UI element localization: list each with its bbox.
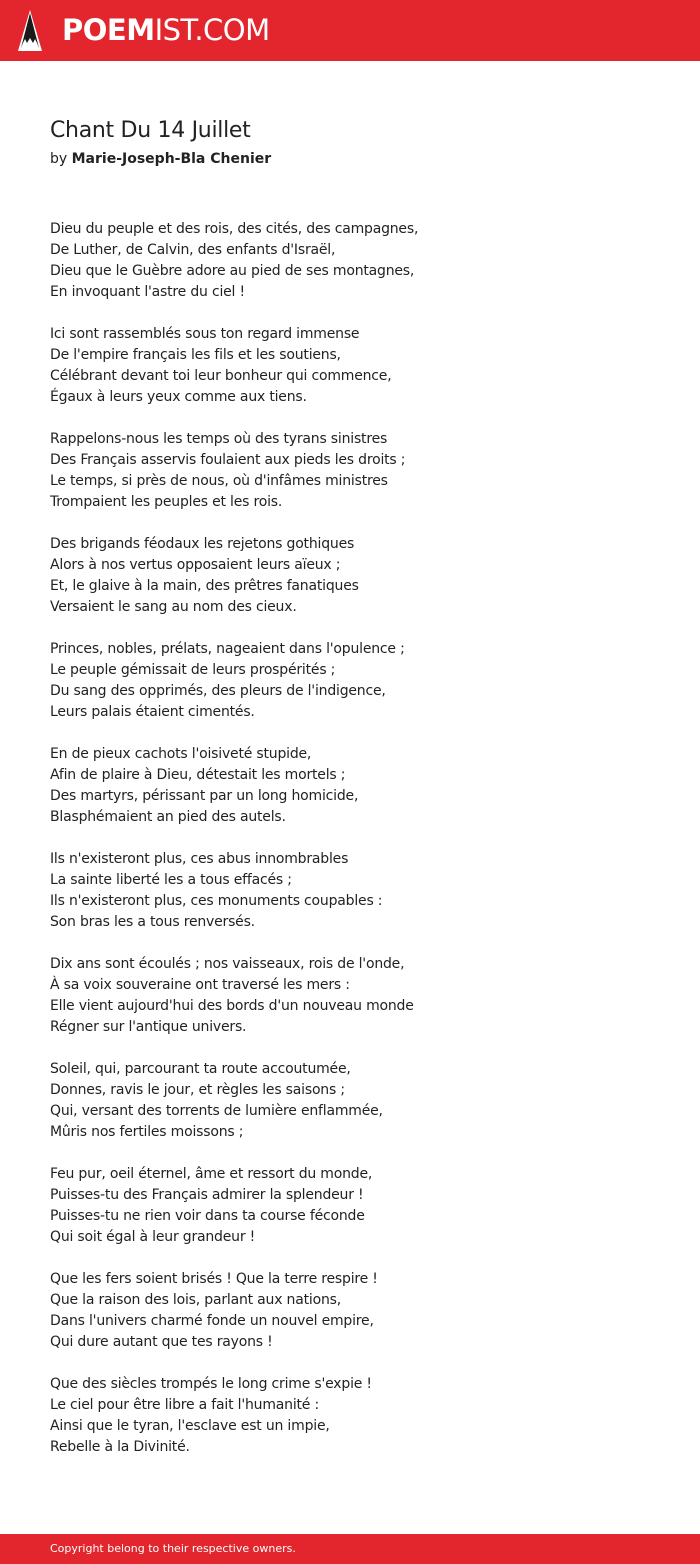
poem-line: Le ciel pour être libre a fait l'humanité : [50,1397,319,1413]
poem-line: Du sang des opprimés, des pleurs de l'indigence, [50,683,386,699]
poem-line: Rappelons-nous les temps où des tyrans sinistres [50,431,388,447]
poem-body [50,219,650,1479]
site-footer [0,1534,700,1564]
poem-line: Mûris nos fertiles moissons ; [50,1124,244,1140]
poem-line: Puisses-tu des Français admirer la splendeur ! [50,1187,364,1203]
poem-line: Que les fers soient brisés ! Que la terre respire ! [50,1271,378,1287]
stanza [50,639,650,723]
poem-line: Dans l'univers charmé fonde un nouvel empire, [50,1313,374,1329]
stanza [50,219,650,303]
poem-line: Feu pur, oeil éternel, âme et ressort du monde, [50,1166,373,1182]
poem-line: Dix ans sont écoulés ; nos vaisseaux, rois de l'onde, [50,956,405,972]
pencil-tip-icon[interactable] [17,9,43,52]
poem-line: Princes, nobles, prélats, nageaient dans l'opulence ; [50,641,405,657]
logo-text-bold: POEM [62,13,155,47]
poem-line: Qui, versant des torrents de lumière enflammée, [50,1103,383,1119]
poem-line: Ils n'existeront plus, ces monuments coupables : [50,893,383,909]
poem-line: Blasphémaient an pied des autels. [50,809,286,825]
site-header [0,0,700,61]
poem-line: Leurs palais étaient cimentés. [50,704,255,720]
poem-line: Que des siècles trompés le long crime s'expie ! [50,1376,372,1392]
stanza [50,849,650,933]
poem-line: Le temps, si près de nous, où d'infâmes ministres [50,473,388,489]
poem-line: En invoquant l'astre du ciel ! [50,284,245,300]
poem-line: Qui soit égal à leur grandeur ! [50,1229,256,1245]
poem-line: La sainte liberté les a tous effacés ; [50,872,292,888]
stanza [50,1059,650,1143]
poem-line: Trompaient les peuples et les rois. [50,494,283,510]
copyright-text: Copyright belong to their respective owners. [50,1542,296,1555]
poem-line: Soleil, qui, parcourant ta route accoutumée, [50,1061,351,1077]
author-name[interactable]: Marie-Joseph-Bla Chenier [71,151,272,167]
poem-line: Régner sur l'antique univers. [50,1019,247,1035]
stanza [50,1164,650,1248]
poem-line: Dieu du peuple et des rois, des cités, des campagnes, [50,221,419,237]
poem-line: En de pieux cachots l'oisiveté stupide, [50,746,312,762]
poem-line: De l'empire français les fils et les soutiens, [50,347,341,363]
stanza [50,324,650,408]
poem-line: Et, le glaive à la main, des prêtres fanatiques [50,578,359,594]
poem-line: Afin de plaire à Dieu, détestait les mortels ; [50,767,346,783]
stanza [50,954,650,1038]
poem-line: Des Français asservis foulaient aux pieds les droits ; [50,452,406,468]
poem-line: Des martyrs, périssant par un long homicide, [50,788,359,804]
poem-line: De Luther, de Calvin, des enfants d'Israël, [50,242,336,258]
by-label: by [50,151,68,167]
poem-line: Alors à nos vertus opposaient leurs aïeux ; [50,557,341,573]
poem-line: Ainsi que le tyran, l'esclave est un impie, [50,1418,330,1434]
stanza [50,744,650,828]
poem-line: Des brigands féodaux les rejetons gothiques [50,536,355,552]
logo-text-light: IST.COM [154,13,270,47]
stanza [50,534,650,618]
poem-line: Rebelle à la Divinité. [50,1439,190,1455]
site-logo[interactable] [62,11,270,49]
poem-line: Versaient le sang au nom des cieux. [50,599,297,615]
poem-line: Donnes, ravis le jour, et règles les saisons ; [50,1082,345,1098]
poem-line: Égaux à leurs yeux comme aux tiens. [50,389,307,405]
stanza [50,1374,650,1458]
stanza [50,429,650,513]
poem-line: Célébrant devant toi leur bonheur qui commence, [50,368,392,384]
poem-title: Chant Du 14 Juillet [50,118,251,143]
poem-line: Puisses-tu ne rien voir dans ta course féconde [50,1208,365,1224]
poem-line: Ici sont rassemblés sous ton regard immense [50,326,360,342]
poem-line: Ils n'existeront plus, ces abus innombrables [50,851,349,867]
poem-line: Que la raison des lois, parlant aux nations, [50,1292,341,1308]
poem-line: Son bras les a tous renversés. [50,914,255,930]
poem-line: Dieu que le Guèbre adore au pied de ses montagnes, [50,263,415,279]
byline [50,149,271,169]
poem-line: Elle vient aujourd'hui des bords d'un nouveau monde [50,998,414,1014]
poem-line: Le peuple gémissait de leurs prospérités ; [50,662,336,678]
stanza [50,1269,650,1353]
poem-line: À sa voix souveraine ont traversé les mers : [50,977,350,993]
poem-line: Qui dure autant que tes rayons ! [50,1334,273,1350]
